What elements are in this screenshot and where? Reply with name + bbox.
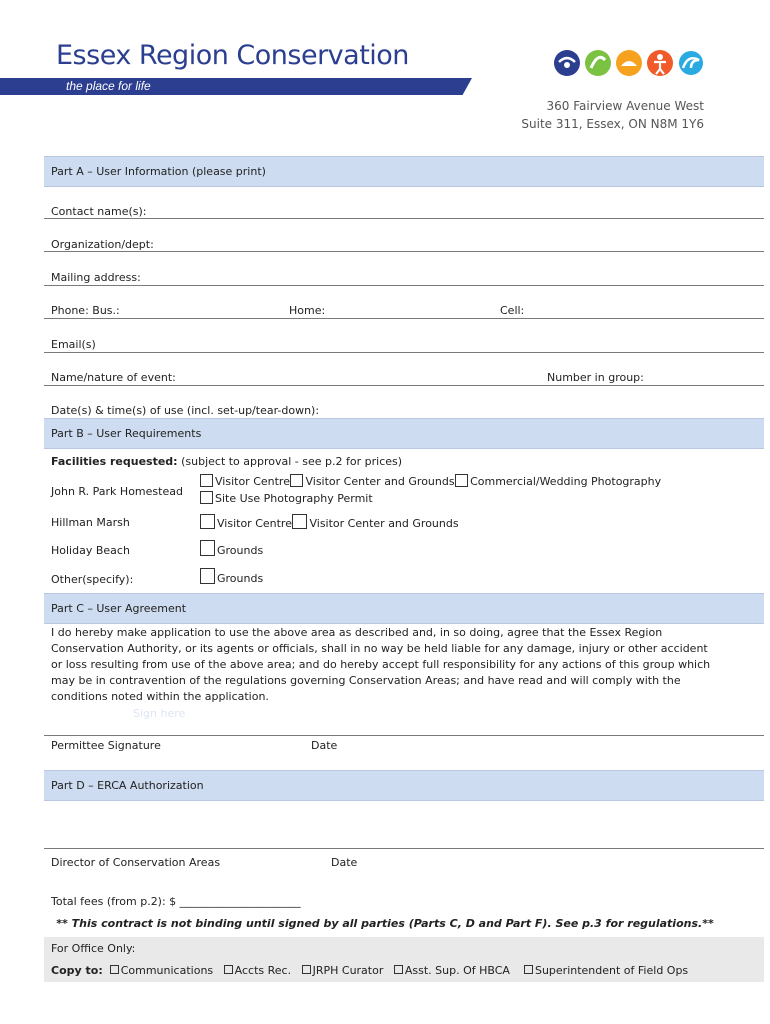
director-date-label: Date [331,856,358,869]
other-options [200,568,263,585]
option-label: Visitor Center and Grounds [305,475,455,488]
copy-asst-sup-checkbox[interactable] [394,965,403,974]
copy-option-label: JRPH Curator [312,964,384,977]
director-label: Director of Conservation Areas [51,856,221,869]
facility-row-holiday-beach: Holiday Beach [51,544,130,557]
part-d-title: Part D – ERCA Authorization [51,779,204,792]
option-label: Grounds [217,572,264,585]
option-label: Visitor Centre [215,475,290,488]
option-label: Commercial/Wedding Photography [470,475,662,488]
homestead-visitor-centre-checkbox[interactable] [200,474,213,487]
facilities-heading [51,455,402,468]
copy-superintendent-checkbox[interactable] [524,965,533,974]
phone-cell-label: Cell: [500,304,525,317]
homestead-center-grounds-checkbox[interactable] [290,474,303,487]
group-count-label: Number in group: [547,371,644,384]
facilities-bold: Facilities requested: [51,455,178,468]
copy-option-label: Superintendent of Field Ops [534,964,689,977]
tagline: the place for life [66,79,151,93]
binding-notice: ** This contract is not binding until signed by all parties (Parts C, D and Part F). See p.3 for regulations.** [56,917,714,930]
signature-line[interactable] [44,735,764,736]
copy-option-label: Accts Rec. [234,964,292,977]
holiday-beach-grounds-checkbox[interactable] [200,540,215,556]
erca-logo-icon [553,46,703,80]
dates-label: Date(s) & time(s) of use (incl. set-up/tear-down): [51,404,320,417]
homestead-photography-checkbox[interactable] [455,474,468,487]
mailing-address-field[interactable] [44,285,764,286]
holiday-beach-options [200,540,263,557]
other-grounds-checkbox[interactable] [200,568,215,584]
contact-name-field[interactable] [44,218,764,219]
event-field[interactable] [44,385,764,386]
contact-name-label: Contact name(s): [51,205,147,218]
copy-communications-checkbox[interactable] [110,965,119,974]
option-label: Grounds [217,544,264,557]
user-agreement-text: I do hereby make application to use the above area as described and, in so doing, agree that the Essex Region Conservation Authority, or its agents or officials, shall in no way be held liable for any damage, injury or other accident or loss resulting from use of the above area; and do hereby accept full responsibility for any actions of this group which may be in contravention of the regulations governing Conservation Areas; and have read and will comply with the conditions noted within the application. [51,626,711,703]
part-b-title: Part B – User Requirements [51,427,202,440]
part-a-title: Part A – User Information (please print) [51,165,266,178]
total-fees-field[interactable]: Total fees (from p.2): $ ______________________ [51,895,301,908]
homestead-permit-checkbox[interactable] [200,491,213,504]
copy-accts-rec-checkbox[interactable] [224,965,233,974]
option-label: Visitor Centre [217,517,292,530]
option-label: Visitor Center and Grounds [309,517,459,530]
phone-bus-label: Phone: Bus.: [51,304,120,317]
signature-date-label: Date [311,739,338,752]
hillman-options [200,514,459,530]
email-label: Email(s) [51,338,96,351]
facility-row-other: Other(specify): [51,573,134,586]
copy-option-label: Communications [120,964,214,977]
facilities-note: (subject to approval - see p.2 for prices) [177,455,403,468]
organization-field[interactable] [44,251,764,252]
homestead-options [200,474,661,488]
address-line-2: Suite 311, Essex, ON N8M 1Y6 [521,117,704,131]
option-label: Site Use Photography Permit [215,492,373,505]
address-line-1: 360 Fairview Avenue West [546,99,704,113]
copy-jrph-curator-checkbox[interactable] [302,965,311,974]
mailing-address-label: Mailing address: [51,271,141,284]
homestead-permit-option [200,491,373,505]
permittee-signature-label: Permittee Signature [51,739,161,752]
copy-to-row [51,964,688,977]
part-c-title: Part C – User Agreement [51,602,187,615]
director-signature-line[interactable] [44,848,764,849]
hillman-visitor-centre-checkbox[interactable] [200,514,215,529]
phone-field[interactable] [44,318,764,319]
copy-to-label: Copy to: [51,964,103,977]
copy-option-label: Asst. Sup. Of HBCA [404,964,510,977]
organization-label: Organization/dept: [51,238,154,251]
event-label: Name/nature of event: [51,371,176,384]
facility-row-hillman: Hillman Marsh [51,516,130,529]
sign-here-hint[interactable]: Sign here [133,707,186,720]
phone-home-label: Home: [289,304,326,317]
email-field[interactable] [44,352,764,353]
office-only-title: For Office Only: [51,942,136,955]
facility-row-homestead: John R. Park Homestead [51,485,183,498]
hillman-center-grounds-checkbox[interactable] [292,514,307,529]
organization-name: Essex Region Conservation [56,40,409,71]
